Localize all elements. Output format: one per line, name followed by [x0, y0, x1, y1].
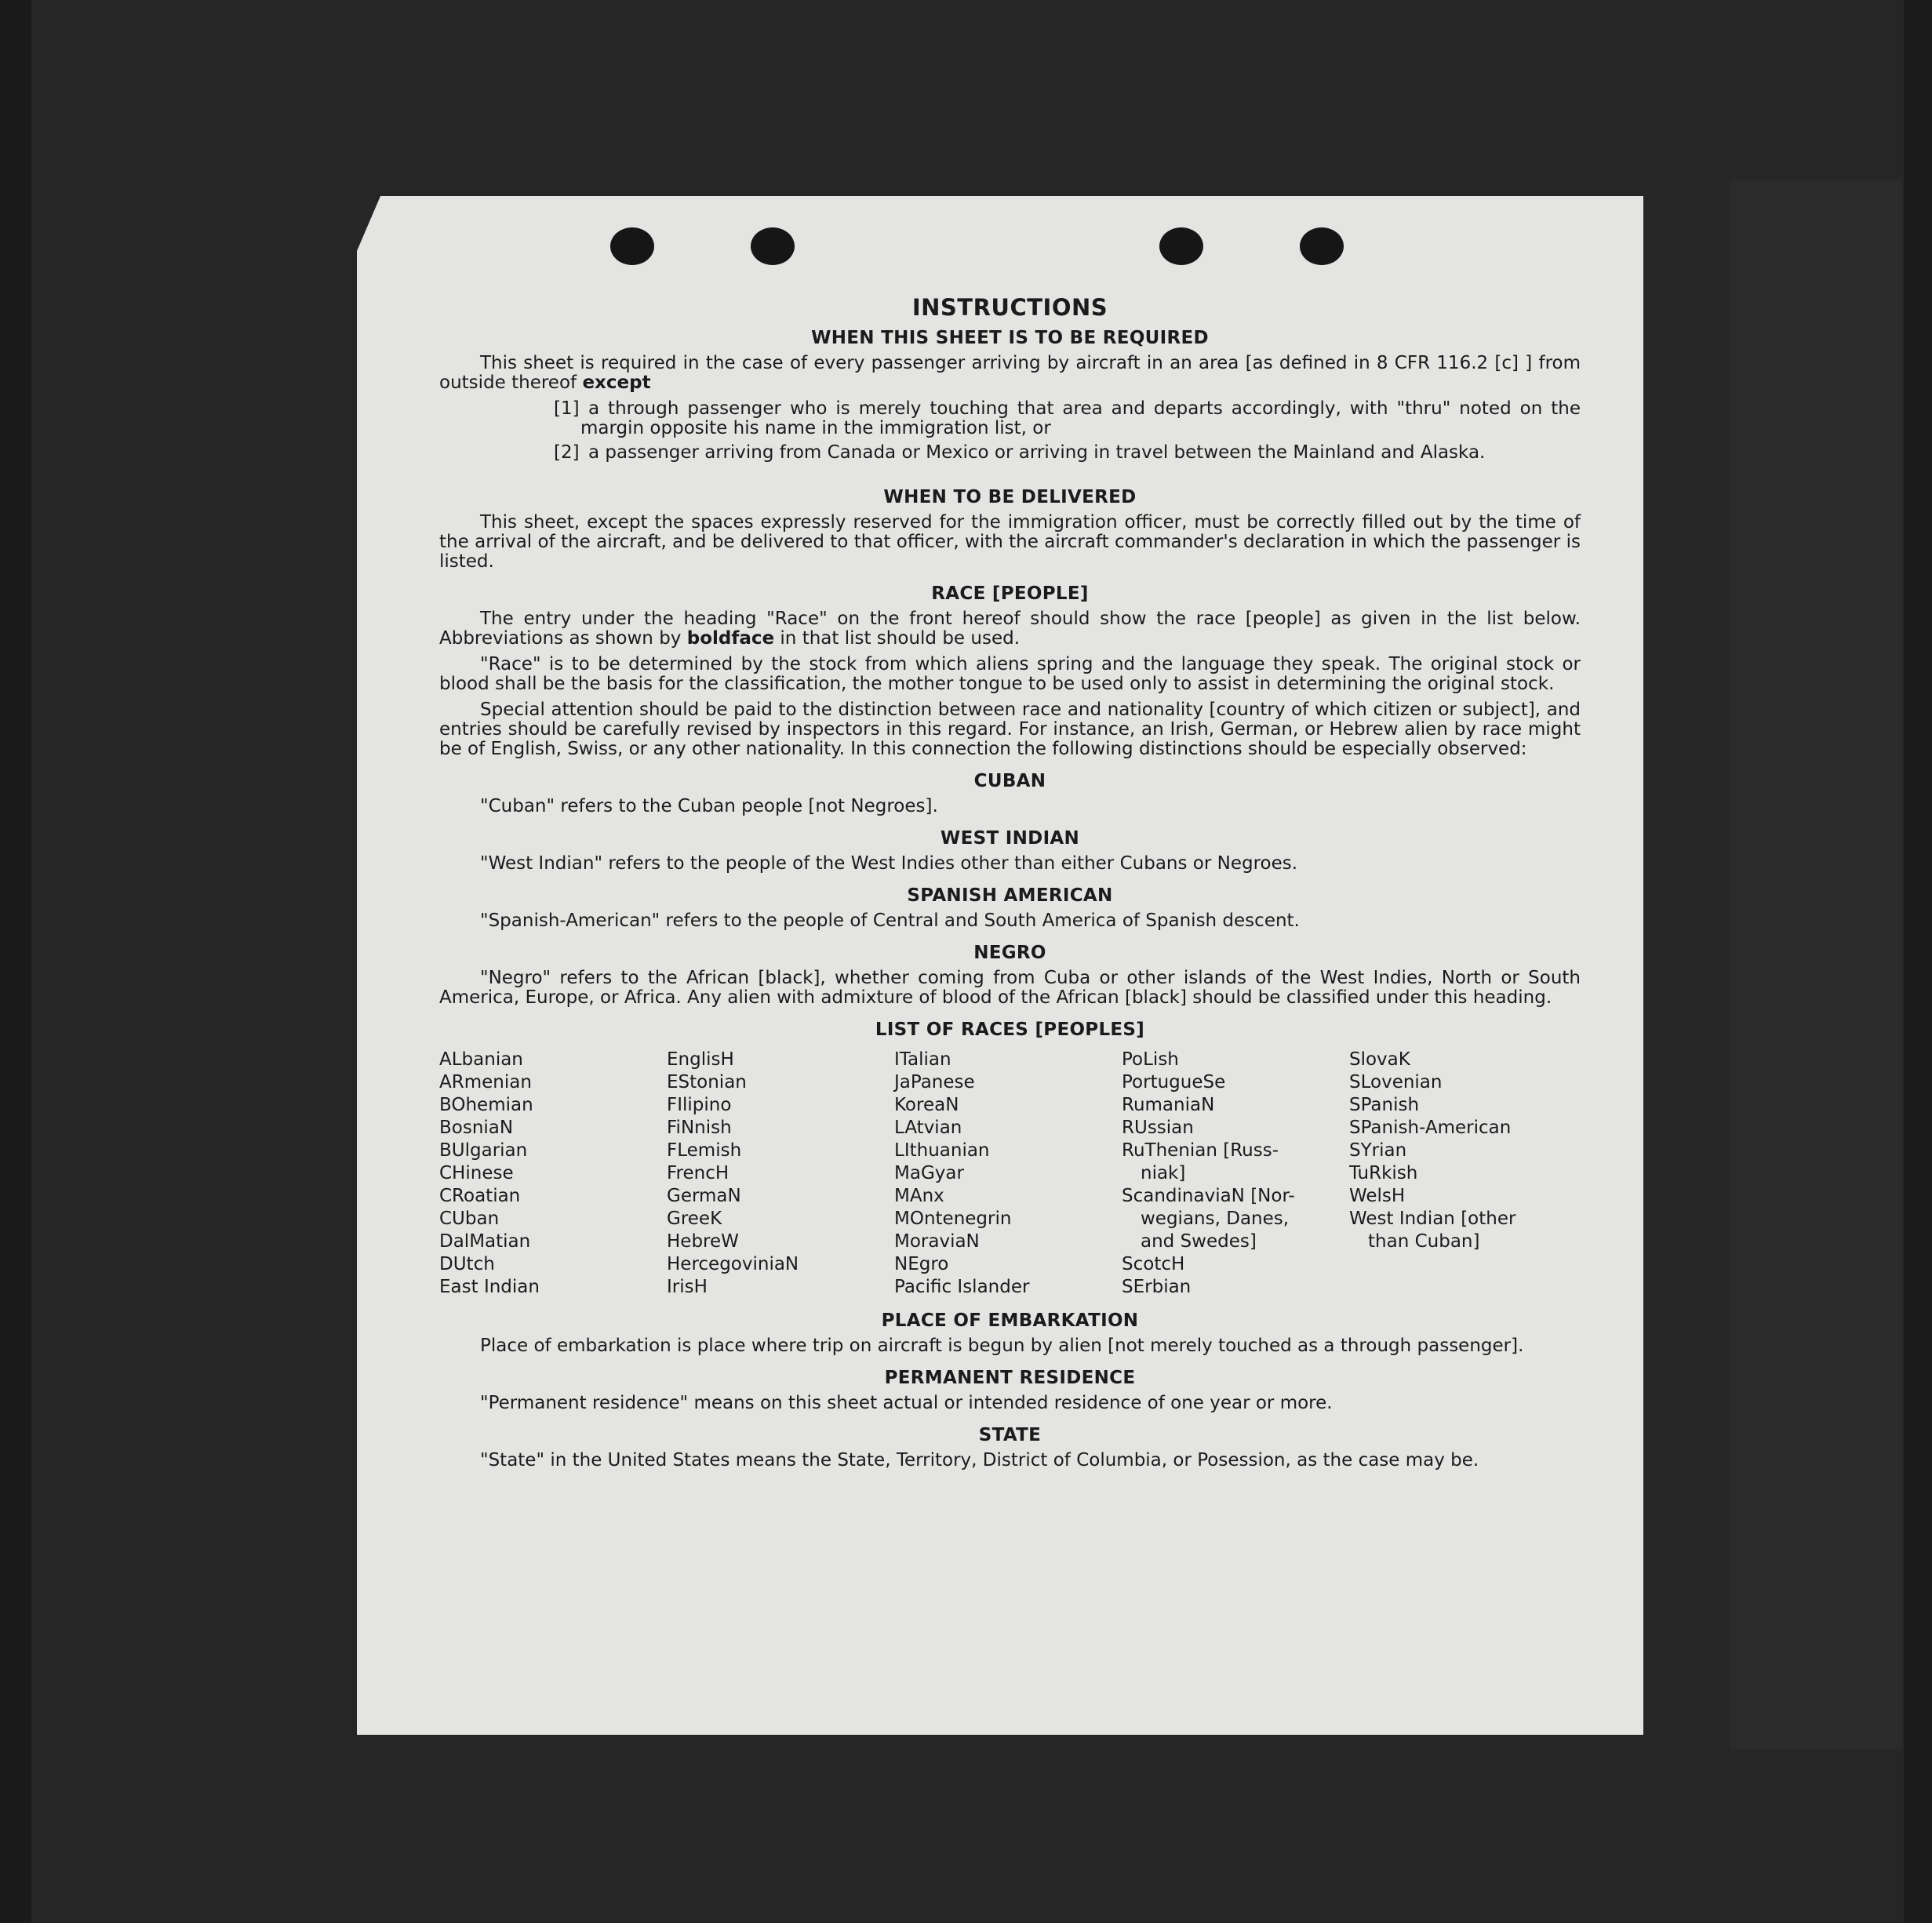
race-column: [1349, 1049, 1577, 1299]
document-content: [439, 294, 1581, 1477]
race-entry: BOhemian: [439, 1095, 533, 1115]
race-entry: DUtch: [439, 1254, 495, 1274]
race-entry: RUssian: [1122, 1118, 1194, 1138]
race-entry: RuThenian [Russ-: [1122, 1140, 1279, 1161]
race-entry: West Indian [other: [1349, 1209, 1516, 1229]
race-entry: SLovenian: [1349, 1072, 1443, 1092]
race-entry: CHinese: [439, 1163, 514, 1183]
race-entry: LAtvian: [894, 1118, 962, 1138]
race-entry: FLemish: [667, 1140, 742, 1161]
paragraph: "Cuban" refers to the Cuban people [not Negroes].: [480, 796, 938, 816]
section-heading: SPANISH AMERICAN: [907, 885, 1113, 906]
list-item: [2] a passenger arriving from Canada or Mexico or arriving in travel between the Mainland and Alaska.: [554, 442, 1486, 463]
paragraph: "West Indian" refers to the people of the West Indies other than either Cubans or Negroes.: [480, 853, 1298, 874]
race-column: [439, 1049, 667, 1299]
race-entry: CUban: [439, 1209, 500, 1229]
race-entry: LIthuanian: [894, 1140, 990, 1161]
race-entry: WelsH: [1349, 1186, 1406, 1206]
section-heading: CUBAN: [973, 771, 1046, 791]
race-list: [439, 1049, 1581, 1299]
race-entry: MaGyar: [894, 1163, 964, 1183]
race-entry: MOntenegrin: [894, 1209, 1012, 1229]
section-heading: PLACE OF EMBARKATION: [881, 1310, 1139, 1331]
race-entry: FIlipino: [667, 1095, 732, 1115]
race-entry: SErbian: [1122, 1277, 1192, 1297]
race-entry: HebreW: [667, 1231, 739, 1252]
film-border-left: [0, 0, 31, 1923]
race-entry: BUlgarian: [439, 1140, 528, 1161]
race-entry: KoreaN: [894, 1095, 959, 1115]
race-entry: FiNnish: [667, 1118, 732, 1138]
paragraph: Special attention should be paid to the distinction between race and nationality [country of which citizen or subject], and entries should be carefully revised by inspectors in this regard. For instance, an Irish, German, or Hebrew alien by race might be of English, Swiss, or any other nationality. In this connection the following distinctions should be especially observed:: [439, 700, 1581, 759]
race-column: [894, 1049, 1122, 1299]
race-entry: EStonian: [667, 1072, 747, 1092]
paragraph: This sheet is required in the case of every passenger arriving by aircraft in an area [as defined in 8 CFR 116.2 [c] ] from outside thereof except: [439, 353, 1581, 393]
paragraph: "Race" is to be determined by the stock from which aliens spring and the language they speak. The original stock or blood shall be the basis for the classification, the mother tongue to be used only to assist in determining the original stock.: [439, 654, 1581, 694]
race-entry: PoLish: [1122, 1049, 1179, 1070]
paragraph: "Spanish-American" refers to the people of Central and South America of Spanish descent.: [480, 911, 1300, 931]
punch-hole: [610, 227, 654, 265]
section-heading: WEST INDIAN: [940, 828, 1080, 849]
paragraph: "Negro" refers to the African [black], whether coming from Cuba or other islands of the West Indies, North or South America, Europe, or Africa. Any alien with admixture of blood of the African [black] should be classified under this heading.: [439, 968, 1581, 1008]
section-heading: WHEN TO BE DELIVERED: [883, 487, 1137, 507]
section-heading: NEGRO: [973, 943, 1046, 963]
race-column: [1122, 1049, 1349, 1299]
race-entry: JaPanese: [894, 1072, 975, 1092]
paragraph: "Permanent residence" means on this sheet actual or intended residence of one year or more.: [480, 1393, 1333, 1413]
race-entry: TuRkish: [1349, 1163, 1418, 1183]
race-entry: CRoatian: [439, 1186, 521, 1206]
race-entry: ScandinaviaN [Nor-: [1122, 1186, 1295, 1206]
paragraph: "State" in the United States means the State, Territory, District of Columbia, or Posession, as the case may be.: [480, 1450, 1479, 1470]
race-entry: SlovaK: [1349, 1049, 1410, 1070]
background-panel: [1730, 180, 1902, 1749]
race-entry: Pacific Islander: [894, 1277, 1030, 1297]
film-border-right: [1904, 0, 1932, 1923]
race-column: [667, 1049, 894, 1299]
race-entry: BosniaN: [439, 1118, 514, 1138]
race-entry: MoraviaN: [894, 1231, 980, 1252]
race-entry: PortugueSe: [1122, 1072, 1226, 1092]
race-entry: ScotcH: [1122, 1254, 1185, 1274]
race-entry: SPanish-American: [1349, 1118, 1512, 1138]
paragraph: The entry under the heading "Race" on the front hereof should show the race [people] as given in the list below. Abbreviations as shown by boldface in that list should be used.: [439, 609, 1581, 649]
race-entry: DalMatian: [439, 1231, 531, 1252]
punch-hole: [1300, 227, 1344, 265]
punch-hole: [1159, 227, 1203, 265]
punch-hole: [751, 227, 795, 265]
race-entry: and Swedes]: [1141, 1231, 1257, 1252]
race-entry: NEgro: [894, 1254, 949, 1274]
list-item: [1] a through passenger who is merely touching that area and departs accordingly, with "thru" noted on the margin opposite his name in the immigration list, or: [554, 398, 1581, 438]
race-entry: HercegoviniaN: [667, 1254, 799, 1274]
race-entry: niak]: [1141, 1163, 1186, 1183]
race-entry: SPanish: [1349, 1095, 1420, 1115]
race-entry: GermaN: [667, 1186, 741, 1206]
race-entry: ITalian: [894, 1049, 951, 1070]
paragraph: Place of embarkation is place where trip on aircraft is begun by alien [not merely touched as a through passenger].: [480, 1336, 1524, 1356]
section-heading: LIST OF RACES [PEOPLES]: [875, 1020, 1145, 1040]
race-entry: SYrian: [1349, 1140, 1407, 1161]
section-heading: STATE: [978, 1425, 1042, 1445]
race-entry: East Indian: [439, 1277, 540, 1297]
race-entry: RumaniaN: [1122, 1095, 1215, 1115]
race-entry: FrencH: [667, 1163, 730, 1183]
race-entry: MAnx: [894, 1186, 944, 1206]
paragraph: This sheet, except the spaces expressly reserved for the immigration officer, must be correctly filled out by the time of the arrival of the aircraft, and be delivered to that officer, with the aircraft commander's declaration in which the passenger is listed.: [439, 512, 1581, 572]
section-heading: PERMANENT RESIDENCE: [884, 1368, 1136, 1388]
race-entry: ARmenian: [439, 1072, 532, 1092]
section-heading: WHEN THIS SHEET IS TO BE REQUIRED: [811, 328, 1209, 348]
race-entry: GreeK: [667, 1209, 722, 1229]
race-entry: ALbanian: [439, 1049, 523, 1070]
race-entry: IrisH: [667, 1277, 708, 1297]
race-entry: wegians, Danes,: [1141, 1209, 1290, 1229]
page-title: INSTRUCTIONS: [911, 294, 1108, 321]
race-entry: EnglisH: [667, 1049, 734, 1070]
race-entry: than Cuban]: [1368, 1231, 1480, 1252]
section-heading: RACE [PEOPLE]: [931, 583, 1089, 604]
